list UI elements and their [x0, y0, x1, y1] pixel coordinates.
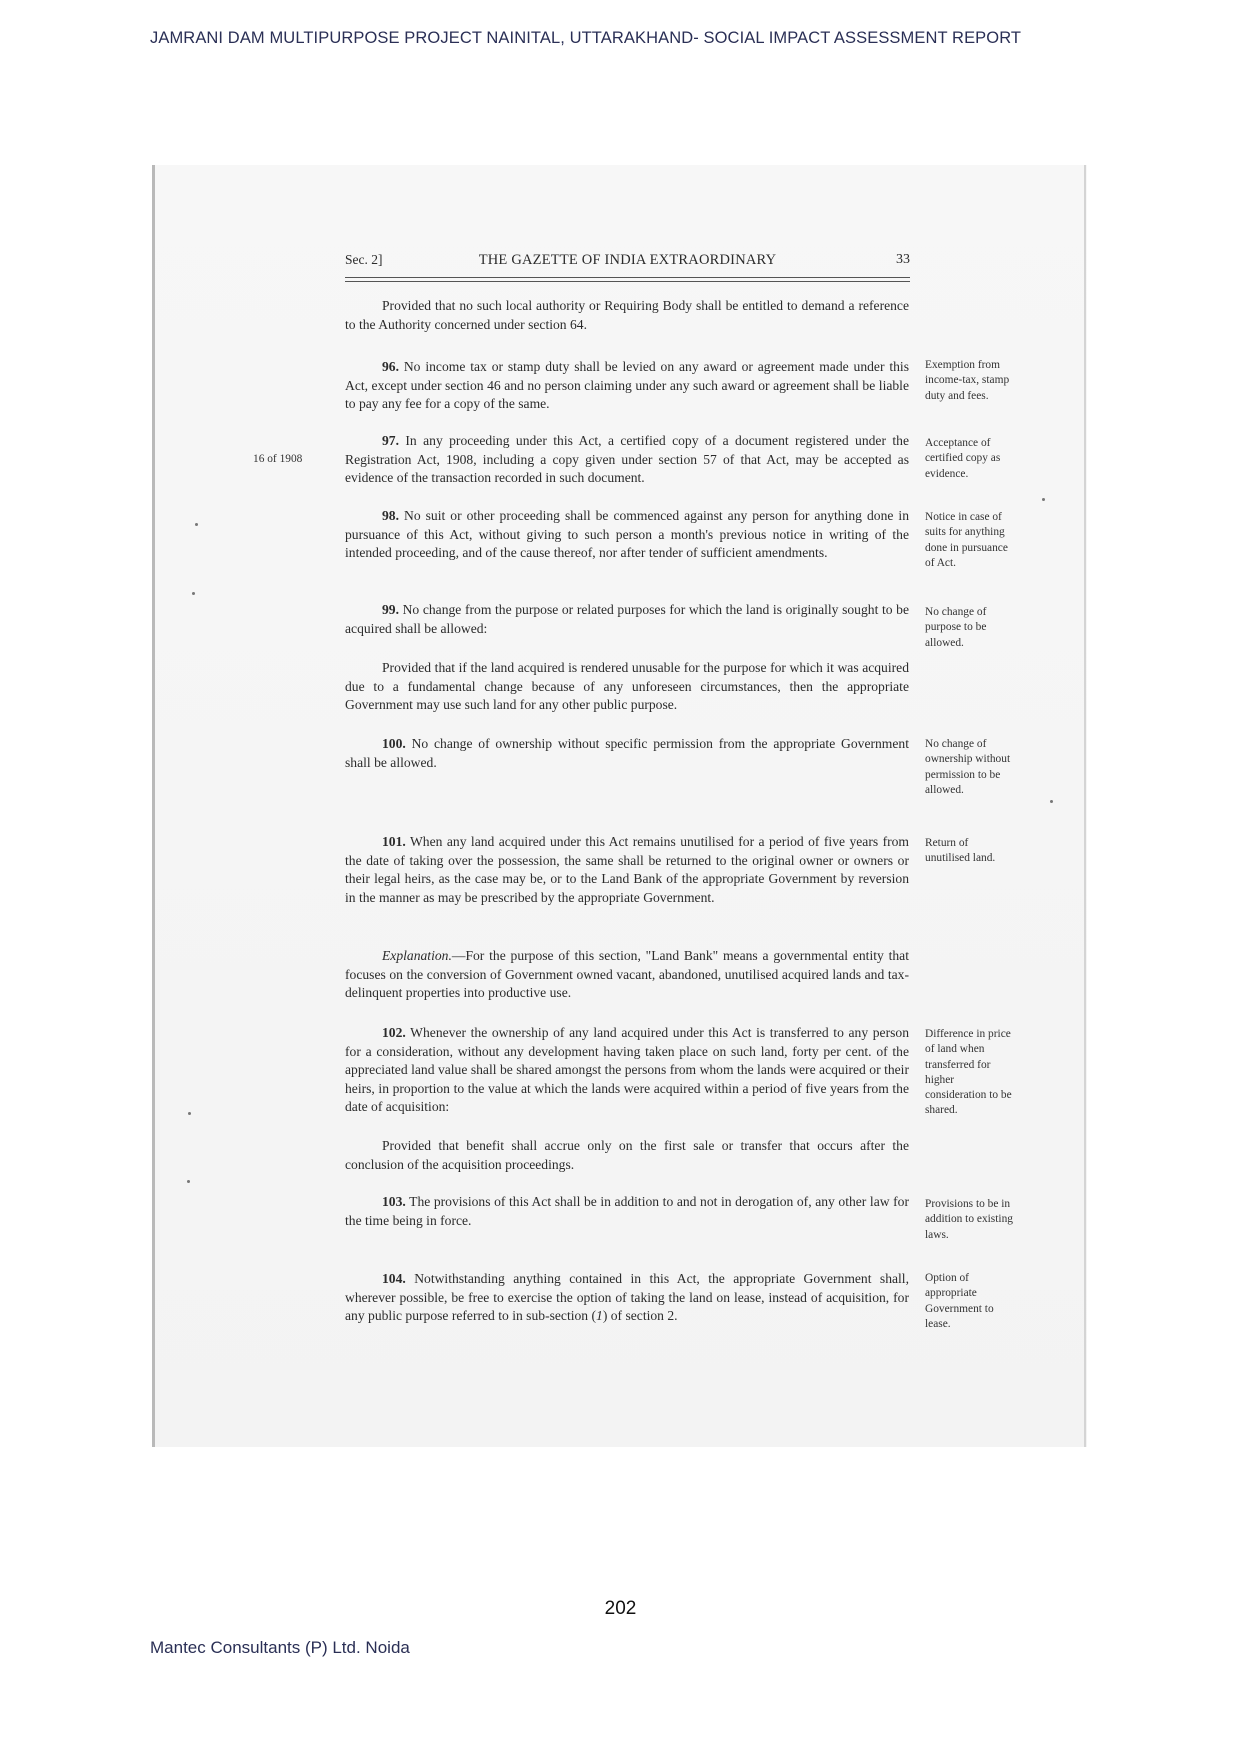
margin-note-104: Option of appropriate Government to lease. — [925, 1272, 994, 1330]
margin-note-102: Difference in price of land when transferred for higher consideration to be shared. — [925, 1028, 1012, 1117]
proviso-99: Provided that if the land acquired is rendered unusable for the purpose for which it was acquired due to a fundamental change because of any unforeseen circumstances, then the appropriate Government may use such land for any other public purpose. — [345, 660, 909, 713]
left-note-97: 16 of 1908 — [253, 453, 303, 465]
section-96-number: 96. — [382, 359, 399, 374]
section-102: 102. Whenever the ownership of any land acquired under this Act is transferred to any person for a consideration, without any development having taken place on such land, forty per cent. of the appreciated land value shall be shared amongst the persons from whom the lands were acquired or their heirs, in proportion to the value at which the lands were acquired within a period of five years from the date of acquisition: — [345, 1025, 909, 1115]
header-rule — [345, 281, 910, 282]
scan-edge-left — [152, 165, 155, 1447]
scan-speck — [187, 1180, 190, 1183]
scan-speck — [1042, 498, 1045, 501]
margin-note-99: No change of purpose to be allowed. — [925, 606, 987, 649]
scan-speck — [1050, 800, 1053, 803]
section-96: 96. No income tax or stamp duty shall be levied on any award or agreement made under this Act, except under section 46 and no person claiming under any such award or agreement shall be liable to pay any fee for a copy of the same. — [345, 359, 909, 412]
section-100-number: 100. — [382, 736, 406, 751]
section-98-number: 98. — [382, 508, 399, 523]
section-101-number: 101. — [382, 834, 406, 849]
section-102-number: 102. — [382, 1025, 406, 1040]
margin-note-100: No change of ownership without permission to be allowed. — [925, 738, 1011, 796]
scan-edge-right — [1084, 165, 1086, 1447]
section-99: 99. No change from the purpose or related purposes for which the land is originally sought to be acquired shall be allowed: — [345, 602, 909, 636]
page-number: 202 — [604, 1598, 637, 1619]
section-98: 98. No suit or other proceeding shall be commenced against any person for anything done in pursuance of this Act, without giving to such person a month's previous notice in writing of the intended proceeding, and of the cause thereof, nor after tender of sufficient amendments. — [345, 508, 909, 561]
header-rule — [345, 277, 910, 278]
scan-speck — [195, 523, 198, 526]
report-header: JAMRANI DAM MULTIPURPOSE PROJECT NAINITAL, UTTARAKHAND- SOCIAL IMPACT ASSESSMENT REPORT — [150, 29, 1022, 47]
margin-note-96: Exemption from income-tax, stamp duty and fees. — [925, 359, 1010, 402]
section-99-number: 99. — [382, 602, 399, 617]
report-footer: Mantec Consultants (P) Ltd. Noida — [150, 1638, 410, 1657]
gazette-header — [345, 252, 910, 278]
section-101: 101. When any land acquired under this Act remains unutilised for a period of five years from the date of taking over the possession, the same shall be returned to the original owner or owners or their legal heirs, as the case may be, or to the Land Bank of the appropriate Government by reversion in the manner as may be prescribed by the appropriate Government. — [345, 834, 909, 905]
section-100: 100. No change of ownership without specific permission from the appropriate Government shall be allowed. — [345, 736, 909, 770]
margin-note-101: Return of unutilised land. — [925, 837, 996, 865]
margin-note-98: Notice in case of suits for anything done in pursuance of Act. — [925, 511, 1008, 569]
section-97: 97. In any proceeding under this Act, a certified copy of a document registered under the Registration Act, 1908, including a copy given under section 57 of that Act, may be accepted as evidence of the transaction recorded in such document. — [345, 433, 909, 486]
section-103-number: 103. — [382, 1194, 406, 1209]
proviso-95: Provided that no such local authority or Requiring Body shall be entitled to demand a reference to the Authority concerned under section 64. — [345, 298, 909, 332]
section-104-number: 104. — [382, 1271, 406, 1286]
margin-note-97: Acceptance of certified copy as evidence. — [925, 437, 1001, 480]
scan-speck — [192, 592, 195, 595]
margin-note-103: Provisions to be in addition to existing laws. — [925, 1198, 1013, 1241]
gazette-page-number: 33 — [896, 252, 910, 267]
explanation-101: Explanation.—For the purpose of this section, "Land Bank" means a governmental entity that focuses on the conversion of Government owned vacant, abandoned, unutilised acquired lands and tax-delinquent properties into productive use. — [345, 948, 909, 1001]
section-97-number: 97. — [382, 433, 399, 448]
gazette-title: THE GAZETTE OF INDIA EXTRAORDINARY — [478, 252, 777, 268]
section-104: 104. Notwithstanding anything contained in this Act, the appropriate Government shall, wherever possible, be free to exercise the option of taking the land on lease, instead of acquisition, for any public purpose referred to in sub-section (1) of section 2. — [345, 1271, 909, 1324]
gazette-section: Sec. 2] — [345, 252, 383, 267]
scan-speck — [188, 1112, 191, 1115]
proviso-102: Provided that benefit shall accrue only on the first sale or transfer that occurs after the conclusion of the acquisition proceedings. — [345, 1138, 909, 1172]
explanation-label: Explanation. — [382, 948, 452, 963]
section-103: 103. The provisions of this Act shall be in addition to and not in derogation of, any other law for the time being in force. — [345, 1194, 909, 1228]
